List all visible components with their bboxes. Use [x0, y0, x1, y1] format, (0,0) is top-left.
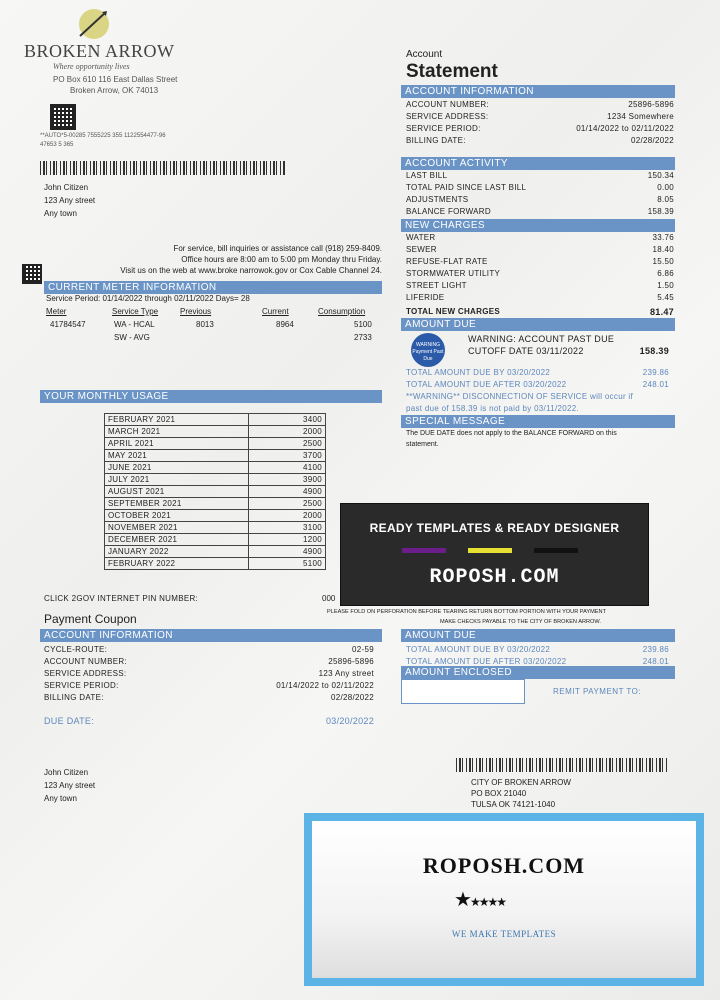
- usage-row: [105, 510, 326, 522]
- coupon-account-label: BILLING DATE:: [44, 693, 104, 702]
- usage-value: 4900: [249, 546, 326, 558]
- remit-box: PO BOX 21040: [471, 789, 527, 798]
- coupon-account-row: [44, 669, 374, 678]
- account-activity-row: [406, 207, 674, 216]
- service-info-line2: Office hours are 8:00 am to 5:00 pm Monday thru Friday.: [181, 255, 382, 264]
- new-charges-header: NEW CHARGES: [401, 219, 675, 232]
- meter-column-previous: Previous: [180, 307, 212, 316]
- cutoff-label: CUTOFF DATE 03/11/2022: [468, 346, 584, 356]
- coupon-due-label: DUE DATE:: [44, 716, 95, 726]
- coupon-account-row: [44, 681, 374, 690]
- new-charge-label: REFUSE-FLAT RATE: [406, 257, 488, 266]
- usage-row: [105, 498, 326, 510]
- meter-header: CURRENT METER INFORMATION: [44, 281, 382, 294]
- usage-row: [105, 426, 326, 438]
- usage-month: JUNE 2021: [105, 462, 249, 474]
- usage-row: [105, 534, 326, 546]
- new-charge-row: [406, 269, 674, 278]
- meter-cell: SW - AVG: [114, 333, 150, 342]
- usage-value: 2500: [249, 438, 326, 450]
- disconnection-note-line1: **WARNING** DISCONNECTION OF SERVICE will occur if: [406, 392, 634, 401]
- template-watermark-dark: [340, 503, 649, 606]
- sender-address-line2: Broken Arrow, OK 74013: [70, 86, 159, 95]
- coupon-account-header: ACCOUNT INFORMATION: [40, 629, 382, 642]
- special-message-line2: statement.: [406, 441, 439, 448]
- usage-month: FEBRUARY 2021: [105, 414, 249, 426]
- new-charge-label: LIFERIDE: [406, 293, 445, 302]
- due-by-value: 239.86: [642, 368, 669, 377]
- auto-code-line2: 47653 5 365: [40, 142, 74, 148]
- meter-cell: WA - HCAL: [114, 320, 155, 329]
- cutoff-value: 158.39: [639, 346, 669, 356]
- template-watermark-light: [304, 813, 704, 986]
- remit-name: CITY OF BROKEN ARROW: [471, 778, 571, 787]
- usage-value: 1200: [249, 534, 326, 546]
- due-by-row: [406, 368, 669, 377]
- account-info-value: 02/28/2022: [630, 136, 674, 145]
- account-info-row: [406, 136, 674, 145]
- account-activity-header: ACCOUNT ACTIVITY: [401, 157, 675, 170]
- coupon-customer-street: 123 Any street: [44, 781, 96, 790]
- usage-month: NOVEMBER 2021: [105, 522, 249, 534]
- usage-row: [105, 462, 326, 474]
- account-info-row: [406, 124, 674, 133]
- remit-barcode: [456, 758, 668, 772]
- meter-column-meter: Meter: [46, 307, 67, 316]
- usage-row: [105, 414, 326, 426]
- usage-month: OCTOBER 2021: [105, 510, 249, 522]
- meter-column-consumption: Consumption: [318, 307, 366, 316]
- usage-value: 2000: [249, 426, 326, 438]
- due-after-label: TOTAL AMOUNT DUE AFTER 03/20/2022: [406, 380, 567, 389]
- cutoff-row: [468, 346, 669, 356]
- customer-name: John Citizen: [44, 183, 89, 192]
- service-info-line3: Visit us on the web at www.broke narrowok.gov or Cox Cable Channel 24.: [120, 266, 382, 275]
- new-charge-value: 1.50: [657, 281, 674, 290]
- coupon-title: Payment Coupon: [44, 612, 137, 626]
- new-charge-value: 5.45: [657, 293, 674, 302]
- coupon-amount-due-header: AMOUNT DUE: [401, 629, 675, 642]
- usage-month: MARCH 2021: [105, 426, 249, 438]
- coupon-customer-town: Any town: [44, 794, 77, 803]
- amount-enclosed-input[interactable]: [401, 679, 525, 704]
- meter-column-service-type: Service Type: [112, 307, 159, 316]
- pin-label: CLICK 2GOV INTERNET PIN NUMBER:: [44, 594, 199, 603]
- coupon-account-label: SERVICE ADDRESS:: [44, 669, 127, 678]
- coupon-account-row: [44, 657, 374, 666]
- usage-value: 2000: [249, 510, 326, 522]
- usage-month: JULY 2021: [105, 474, 249, 486]
- meter-cell: 41784547: [50, 320, 86, 329]
- coupon-due-value: 03/20/2022: [325, 716, 374, 726]
- disconnection-note-line2: past due of 158.39 is not paid by 03/11/2022.: [406, 404, 580, 413]
- remit-payment-label: REMIT PAYMENT TO:: [553, 687, 642, 696]
- past-due-badge-text: WARNING Payment Past Due: [412, 342, 444, 362]
- watermark-title: READY TEMPLATES & READY DESIGNER: [369, 521, 620, 535]
- new-charge-label: SEWER: [406, 245, 437, 254]
- usage-value: 3100: [249, 522, 326, 534]
- usage-row: [105, 522, 326, 534]
- account-info-value: 01/14/2022 to 02/11/2022: [576, 124, 674, 133]
- remit-city: TULSA OK 74121-1040: [471, 800, 556, 809]
- new-charge-value: 15.50: [652, 257, 674, 266]
- account-info-header: ACCOUNT INFORMATION: [401, 85, 675, 98]
- coupon-due-after-value: 248.01: [642, 657, 669, 666]
- watermark-swatch-yellow: [468, 548, 512, 553]
- meter-column-current: Current: [262, 307, 289, 316]
- coupon-account-label: CYCLE-ROUTE:: [44, 645, 108, 654]
- new-charge-row: [406, 257, 674, 266]
- new-charges-total-value: 81.47: [649, 307, 674, 317]
- usage-row: [105, 438, 326, 450]
- coupon-account-value: 123 Any street: [318, 669, 374, 678]
- new-charge-label: WATER: [406, 233, 436, 242]
- qr-code-top: [50, 104, 76, 130]
- logo-name: BROKEN ARROW: [24, 41, 175, 61]
- coupon-due-by-row: [406, 645, 669, 654]
- watermark2-tagline: WE MAKE TEMPLATES: [451, 929, 557, 939]
- coupon-due-after-label: TOTAL AMOUNT DUE AFTER 03/20/2022: [406, 657, 567, 666]
- usage-row: [105, 450, 326, 462]
- past-due-badge-icon: [411, 333, 445, 367]
- watermark-swatch-purple: [402, 548, 446, 553]
- new-charge-value: 33.76: [652, 233, 674, 242]
- usage-month: APRIL 2021: [105, 438, 249, 450]
- new-charge-row: [406, 293, 674, 302]
- usage-row: [105, 558, 326, 570]
- usage-value: 3400: [249, 414, 326, 426]
- customer-town: Any town: [44, 209, 77, 218]
- coupon-account-label: ACCOUNT NUMBER:: [44, 657, 128, 666]
- coupon-account-value: 25896-5896: [328, 657, 374, 666]
- new-charge-row: [406, 245, 674, 254]
- due-after-value: 248.01: [642, 380, 669, 389]
- service-info-line1: For service, bill inquiries or assistance call (918) 259-8409.: [173, 244, 382, 253]
- usage-value: 3900: [249, 474, 326, 486]
- due-after-row: [406, 380, 669, 389]
- coupon-account-row: [44, 693, 374, 702]
- statement-title: Statement: [406, 61, 498, 82]
- new-charge-row: [406, 233, 674, 242]
- coupon-account-row: [44, 645, 374, 654]
- account-activity-label: BALANCE FORWARD: [406, 207, 491, 216]
- mail-barcode: [40, 161, 285, 175]
- qr-code-small: [22, 264, 42, 284]
- stars-icon: ★★★★★: [454, 889, 505, 911]
- meter-cell: 8964: [276, 320, 294, 329]
- new-charge-value: 18.40: [652, 245, 674, 254]
- account-info-label: SERVICE PERIOD:: [406, 124, 481, 133]
- watermark-swatch-black: [534, 548, 578, 553]
- account-activity-row: [406, 195, 674, 204]
- usage-month: MAY 2021: [105, 450, 249, 462]
- logo-icon: [76, 6, 112, 42]
- usage-month: DECEMBER 2021: [105, 534, 249, 546]
- account-info-label: BILLING DATE:: [406, 136, 466, 145]
- coupon-account-label: SERVICE PERIOD:: [44, 681, 119, 690]
- meter-cell: 2733: [354, 333, 372, 342]
- usage-row: [105, 474, 326, 486]
- account-activity-value: 0.00: [657, 183, 674, 192]
- usage-value: 4900: [249, 486, 326, 498]
- amount-enclosed-header: AMOUNT ENCLOSED: [401, 666, 675, 679]
- special-message-header: SPECIAL MESSAGE: [401, 415, 675, 428]
- statement-kicker: Account: [406, 49, 443, 60]
- usage-month: SEPTEMBER 2021: [105, 498, 249, 510]
- past-due-warning: WARNING: ACCOUNT PAST DUE: [468, 334, 615, 344]
- usage-month: AUGUST 2021: [105, 486, 249, 498]
- account-activity-label: ADJUSTMENTS: [406, 195, 469, 204]
- new-charge-label: STORMWATER UTILITY: [406, 269, 501, 278]
- coupon-customer-name: John Citizen: [44, 768, 89, 777]
- auto-code-line1: **AUTO*5-00285 7555225 355 1122554477-96: [40, 133, 166, 139]
- new-charge-row: [406, 281, 674, 290]
- fold-note-line1: PLEASE FOLD ON PERFORATION BEFORE TEARING RETURN BOTTOM PORTION WITH YOUR PAYMENT: [327, 609, 606, 615]
- customer-street: 123 Any street: [44, 196, 96, 205]
- account-info-label: ACCOUNT NUMBER:: [406, 100, 490, 109]
- usage-value: 4100: [249, 462, 326, 474]
- fold-note-line2: MAKE CHECKS PAYABLE TO THE CITY OF BROKEN ARROW.: [440, 619, 601, 625]
- usage-month: FEBRUARY 2022: [105, 558, 249, 570]
- meter-service-period: Service Period: 01/14/2022 through 02/11/2022 Days= 28: [46, 294, 250, 303]
- amount-due-header: AMOUNT DUE: [401, 318, 675, 331]
- usage-value: 2500: [249, 498, 326, 510]
- account-activity-row: [406, 183, 674, 192]
- account-info-label: SERVICE ADDRESS:: [406, 112, 489, 121]
- usage-row: [105, 546, 326, 558]
- special-message-line1: The DUE DATE does not apply to the BALANCE FORWARD on this: [406, 430, 617, 437]
- account-info-value: 25896-5896: [628, 100, 674, 109]
- sender-address-line1: PO Box 610 116 East Dallas Street: [53, 75, 178, 84]
- coupon-account-value: 01/14/2022 to 02/11/2022: [276, 681, 374, 690]
- account-info-row: [406, 100, 674, 109]
- usage-table: [104, 413, 326, 570]
- watermark2-site: ROPOSH.COM: [422, 853, 586, 878]
- meter-cell: 8013: [196, 320, 214, 329]
- pin-value: 000: [322, 594, 336, 603]
- usage-month: JANUARY 2022: [105, 546, 249, 558]
- due-by-label: TOTAL AMOUNT DUE BY 03/20/2022: [406, 368, 551, 377]
- usage-row: [105, 486, 326, 498]
- coupon-account-value: 02/28/2022: [330, 693, 374, 702]
- coupon-due-by-value: 239.86: [642, 645, 669, 654]
- coupon-due-by-label: TOTAL AMOUNT DUE BY 03/20/2022: [406, 645, 551, 654]
- account-activity-row: [406, 171, 674, 180]
- watermark-site: ROPOSH.COM: [429, 566, 560, 589]
- account-activity-value: 8.05: [657, 195, 674, 204]
- account-activity-value: 158.39: [647, 207, 674, 216]
- new-charge-value: 6.86: [657, 269, 674, 278]
- new-charges-total-row: [406, 307, 674, 316]
- account-activity-label: TOTAL PAID SINCE LAST BILL: [406, 183, 527, 192]
- usage-value: 5100: [249, 558, 326, 570]
- new-charge-label: STREET LIGHT: [406, 281, 467, 290]
- account-activity-label: LAST BILL: [406, 171, 448, 180]
- account-activity-value: 150.34: [647, 171, 674, 180]
- logo-tagline: Where opportunity lives: [53, 62, 130, 71]
- coupon-due-date-row: [44, 716, 374, 726]
- meter-cell: 5100: [354, 320, 372, 329]
- account-info-row: [406, 112, 674, 121]
- usage-value: 3700: [249, 450, 326, 462]
- coupon-account-value: 02-59: [352, 645, 374, 654]
- coupon-due-after-row: [406, 657, 669, 666]
- usage-header: YOUR MONTHLY USAGE: [40, 390, 382, 403]
- account-info-value: 1234 Somewhere: [607, 112, 674, 121]
- new-charges-total-label: TOTAL NEW CHARGES: [406, 307, 500, 316]
